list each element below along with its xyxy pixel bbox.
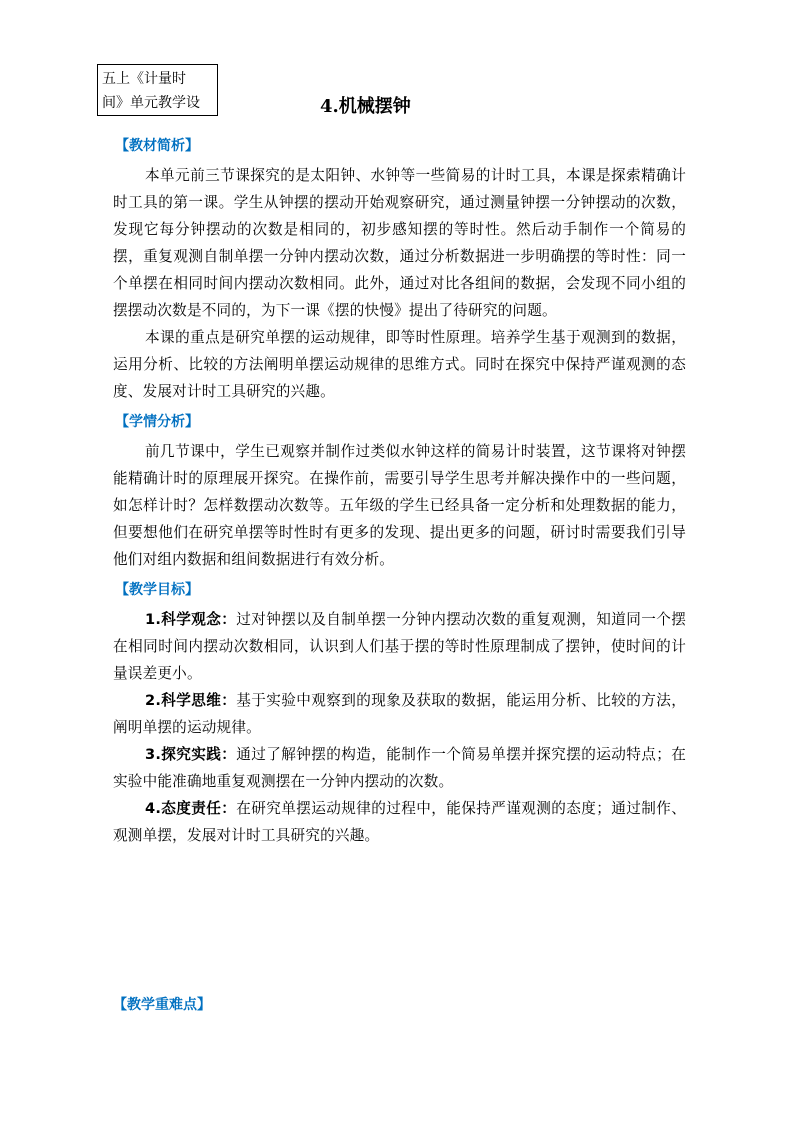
- students-paragraph: 前几节课中，学生已观察并制作过类似水钟这样的简易计时装置，这节课将对钟摆能精确计时的原理展开探究。在操作前，需要引导学生思考并解决操作中的一些问题，如怎样计时？怎样数摆动次数等。五年级的学生已经具备一定分析和处理数据的能力，但要想他们在研究单摆等时性时有更多的发现、提出更多的问题，研讨时需要我们引导他们对组内数据和组间数据进行有效分析。: [113, 443, 686, 568]
- goal-text-4: 在研究单摆运动规律的过程中，能保持严谨观测的态度；通过制作、观测单摆，发展对计时工具研究的兴趣。: [113, 800, 686, 844]
- section-heading-textbook: 【教材简析】: [115, 138, 199, 154]
- goal-item-2: [113, 687, 686, 741]
- unit-tag-line-2: 间》单元教学设: [102, 95, 200, 111]
- page-title: 4.机械摆钟: [320, 96, 411, 117]
- goal-item-3: [113, 741, 686, 795]
- goal-item-4: [113, 795, 686, 849]
- unit-tag-line-1: 五上《计量时: [102, 71, 186, 87]
- goal-label-4: 4.态度责任：: [145, 800, 237, 817]
- unit-tag-box: [97, 64, 218, 116]
- goal-label-1: 1.科学观念：: [145, 611, 237, 628]
- goal-text-2: 基于实验中观察到的现象及获取的数据，能运用分析、比较的方法，阐明单摆的运动规律。: [113, 692, 686, 736]
- textbook-paragraph-1: 本单元前三节课探究的是太阳钟、水钟等一些简易的计时工具，本课是探索精确计时工具的第一课。学生从钟摆的摆动开始观察研究，通过测量钟摆一分钟摆动的次数，发现它每分钟摆动的次数是相同的，初步感知摆的等时性。然后动手制作一个简易的摆，重复观测自制单摆一分钟内摆动次数，通过分析数据进一步明确摆的等时性：同一个单摆在相同时间内摆动次数相同。此外，通过对比各组间的数据，会发现不同小组的摆摆动次数是不同的，为下一课《摆的快慢》提出了待研究的问题。: [113, 167, 686, 319]
- goal-label-3: 3.探究实践：: [145, 746, 237, 763]
- textbook-paragraph-2: 本课的重点是研究单摆的运动规律，即等时性原理。培养学生基于观测到的数据，运用分析、比较的方法阐明单摆运动规律的思维方式。同时在探究中保持严谨观测的态度、发展对计时工具研究的兴趣。: [113, 329, 686, 400]
- goal-text-3: 通过了解钟摆的构造，能制作一个简易单摆并探究摆的运动特点；在实验中能准确地重复观测摆在一分钟内摆动的次数。: [113, 746, 686, 790]
- goal-text-1: 过对钟摆以及自制单摆一分钟内摆动次数的重复观测，知道同一个摆在相同时间内摆动次数相同，认识到人们基于摆的等时性原理制成了摆钟，使时间的计量误差更小。: [113, 611, 686, 682]
- section-heading-goals: 【教学目标】: [115, 582, 199, 598]
- goal-label-2: 2.科学思维：: [145, 692, 237, 709]
- section-heading-students: 【学情分析】: [115, 414, 199, 430]
- section-heading-key-points: 【教学重难点】: [113, 997, 211, 1013]
- document-body: [113, 134, 686, 849]
- goals-list: [113, 606, 686, 849]
- goal-item-1: [113, 606, 686, 687]
